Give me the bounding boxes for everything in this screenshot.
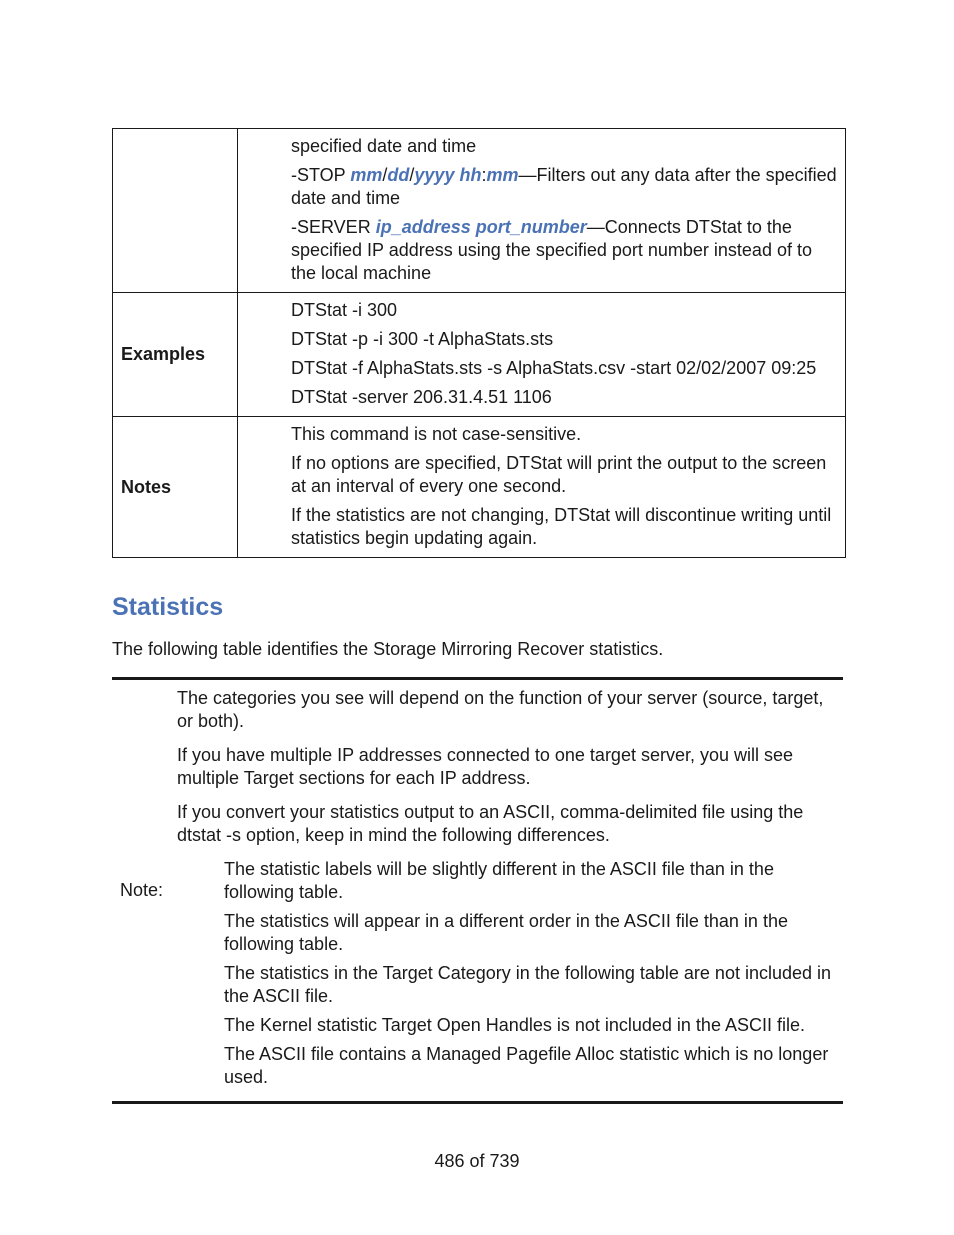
differences-list — [177, 858, 841, 1089]
difference-item: The statistics in the Target Category in the following table are not included in the ASCII file. — [224, 963, 832, 1006]
options-label-cell — [113, 129, 238, 293]
section-heading: Statistics — [112, 593, 224, 621]
param-port-number: port_number — [475, 217, 587, 237]
options-row — [113, 129, 846, 293]
note-content — [177, 687, 841, 1095]
note-paragraph: If you have multiple IP addresses connected to one target server, you will see multiple Target sections for each IP address. — [177, 745, 794, 788]
param-day: dd — [387, 165, 410, 185]
param-month: mm — [350, 165, 383, 185]
example-item: DTStat -f AlphaStats.sts -s AlphaStats.csv -start 02/02/2007 09:25 — [291, 358, 817, 378]
note-paragraph: The categories you see will depend on the function of your server (source, target, or both). — [177, 688, 824, 731]
difference-item: The Kernel statistic Target Open Handles is not included in the ASCII file. — [224, 1015, 805, 1035]
section-intro: The following table identifies the Storage Mirroring Recover statistics. — [112, 639, 664, 659]
example-item: DTStat -server 206.31.4.51 1106 — [291, 387, 552, 407]
page-number: 486 of 739 — [434, 1151, 520, 1171]
param-year: yyyy — [414, 165, 455, 185]
options-cell — [238, 129, 846, 293]
difference-item: The statistic labels will be slightly different in the ASCII file than in the following table. — [224, 859, 774, 902]
param-minute: mm — [486, 165, 519, 185]
note-label: Note: — [120, 880, 164, 900]
notes-item: If the statistics are not changing, DTStat will discontinue writing until statistics begin updating again. — [291, 505, 832, 548]
note-paragraph: If you convert your statistics output to an ASCII, comma-delimited file using the dtstat -s option, keep in mind the following differences. — [177, 802, 804, 845]
examples-label: Examples — [113, 293, 238, 417]
param-hour: hh — [459, 165, 482, 185]
notes-item: If no options are specified, DTStat will print the output to the screen at an interval of every one second. — [291, 453, 827, 496]
difference-item: The statistics will appear in a different order in the ASCII file than in the following table. — [224, 911, 788, 954]
notes-row — [113, 417, 846, 558]
note-box — [112, 677, 843, 1104]
difference-item: The ASCII file contains a Managed Pagefile Alloc statistic which is no longer used. — [224, 1044, 829, 1087]
stop-option: -STOP mm/dd/yyyy hh:mm—Filters out any data after the specified date and time — [291, 165, 837, 208]
notes-cell — [238, 417, 846, 558]
param-ip-address: ip_address — [375, 217, 471, 237]
server-option: -SERVER ip_address port_number—Connects DTStat to the specified IP address using the specified port number instead of to the local machine — [291, 217, 812, 283]
examples-cell — [238, 293, 846, 417]
examples-row — [113, 293, 846, 417]
command-options-table — [112, 128, 846, 558]
notes-item: This command is not case-sensitive. — [291, 424, 582, 444]
notes-label: Notes — [113, 417, 238, 558]
options-line: specified date and time — [291, 136, 477, 156]
example-item: DTStat -i 300 — [291, 300, 398, 320]
example-item: DTStat -p -i 300 -t AlphaStats.sts — [291, 329, 554, 349]
